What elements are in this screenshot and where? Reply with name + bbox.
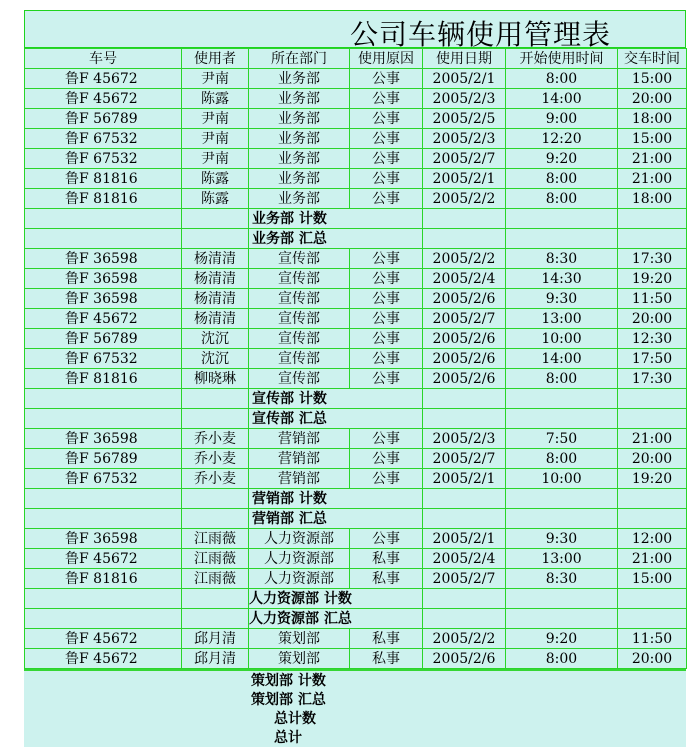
cell-car[interactable]: 鲁F 45672: [25, 629, 182, 649]
cell-date[interactable]: 2005/2/3: [423, 429, 506, 449]
cell-user[interactable]: 乔小麦: [182, 469, 249, 489]
subtotal-label[interactable]: 业务部 汇总: [249, 229, 423, 249]
cell-user[interactable]: 杨清清: [182, 249, 249, 269]
table-row: [25, 449, 687, 469]
cell-reason[interactable]: 公事: [350, 369, 423, 389]
cell-end[interactable]: 21:00: [618, 169, 687, 189]
cell-date[interactable]: 2005/2/3: [423, 129, 506, 149]
table-row: [25, 109, 687, 129]
summary-row: [24, 670, 686, 690]
cell-reason[interactable]: 公事: [350, 249, 423, 269]
header-end[interactable]: 交车时间: [618, 49, 687, 69]
cell-empty[interactable]: [25, 209, 182, 229]
cell-end[interactable]: 11:50: [618, 289, 687, 309]
table-row: [25, 69, 687, 89]
cell-reason[interactable]: 公事: [350, 69, 423, 89]
cell-car[interactable]: 鲁F 67532: [25, 469, 182, 489]
summary-label: 总计数: [248, 709, 422, 728]
cell-empty: [422, 690, 686, 709]
cell-end[interactable]: 18:00: [618, 189, 687, 209]
cell-dept[interactable]: 宣传部: [249, 309, 350, 329]
cell-user[interactable]: 尹南: [182, 129, 249, 149]
cell-reason[interactable]: 公事: [350, 309, 423, 329]
cell-car[interactable]: 鲁F 36598: [25, 249, 182, 269]
cell-date[interactable]: 2005/2/3: [423, 89, 506, 109]
cell-dept[interactable]: 宣传部: [249, 369, 350, 389]
cell-car[interactable]: 鲁F 36598: [25, 269, 182, 289]
cell-dept[interactable]: 营销部: [249, 429, 350, 449]
cell-empty[interactable]: [506, 489, 618, 509]
cell-empty: [422, 709, 686, 728]
cell-empty[interactable]: [25, 589, 182, 609]
subtotal-label[interactable]: 业务部 计数: [249, 209, 423, 229]
cell-reason[interactable]: 公事: [350, 109, 423, 129]
cell-empty[interactable]: [506, 509, 618, 529]
cell-empty[interactable]: [506, 609, 618, 629]
subtotal-label[interactable]: 营销部 计数: [249, 489, 423, 509]
cell-empty[interactable]: [618, 589, 687, 609]
cell-start[interactable]: 8:30: [506, 249, 618, 269]
table-row: [25, 309, 687, 329]
cell-date[interactable]: 2005/2/7: [423, 309, 506, 329]
cell-dept[interactable]: 业务部: [249, 169, 350, 189]
cell-car[interactable]: 鲁F 56789: [25, 109, 182, 129]
cell-empty[interactable]: [182, 389, 249, 409]
cell-empty[interactable]: [618, 489, 687, 509]
cell-user[interactable]: 邱月清: [182, 629, 249, 649]
cell-car[interactable]: 鲁F 81816: [25, 189, 182, 209]
cell-start[interactable]: 8:00: [506, 69, 618, 89]
summary-label: 策划部 汇总: [248, 690, 422, 709]
cell-user[interactable]: 杨清清: [182, 269, 249, 289]
cell-reason[interactable]: 公事: [350, 289, 423, 309]
cell-user[interactable]: 沈沉: [182, 349, 249, 369]
cell-end[interactable]: 15:00: [618, 569, 687, 589]
cell-car[interactable]: 鲁F 45672: [25, 549, 182, 569]
cell-dept[interactable]: 业务部: [249, 129, 350, 149]
table-row: [25, 649, 687, 669]
cell-empty[interactable]: [618, 609, 687, 629]
cell-car[interactable]: 鲁F 67532: [25, 149, 182, 169]
summary-row: [24, 690, 686, 709]
table-row: [25, 369, 687, 389]
cell-date[interactable]: 2005/2/2: [423, 189, 506, 209]
cell-dept[interactable]: 宣传部: [249, 329, 350, 349]
cell-date[interactable]: 2005/2/7: [423, 449, 506, 469]
subtotal-row: [25, 409, 687, 429]
cell-user[interactable]: 乔小麦: [182, 449, 249, 469]
subtotal-row: [25, 509, 687, 529]
cell-start[interactable]: 10:00: [506, 469, 618, 489]
cell-empty[interactable]: [182, 489, 249, 509]
cell-empty[interactable]: [618, 509, 687, 529]
cell-reason[interactable]: 公事: [350, 89, 423, 109]
vehicle-table: [24, 48, 687, 669]
table-row: [25, 149, 687, 169]
cell-dept[interactable]: 人力资源部: [249, 569, 350, 589]
cell-empty[interactable]: [506, 409, 618, 429]
cell-empty[interactable]: [423, 589, 506, 609]
subtotal-row: [25, 229, 687, 249]
cell-user[interactable]: 沈沉: [182, 329, 249, 349]
cell-reason[interactable]: 公事: [350, 189, 423, 209]
table-row: [25, 189, 687, 209]
table-row: [25, 249, 687, 269]
cell-dept[interactable]: 人力资源部: [249, 529, 350, 549]
table-row: [25, 349, 687, 369]
cell-dept[interactable]: 营销部: [249, 449, 350, 469]
cell-end[interactable]: 21:00: [618, 149, 687, 169]
cell-end[interactable]: 15:00: [618, 69, 687, 89]
cell-user[interactable]: 江雨薇: [182, 549, 249, 569]
subtotal-row: [25, 609, 687, 629]
cell-empty[interactable]: [618, 389, 687, 409]
header-user[interactable]: 使用者: [182, 49, 249, 69]
cell-dept[interactable]: 宣传部: [249, 289, 350, 309]
cell-user[interactable]: 江雨薇: [182, 569, 249, 589]
spreadsheet: [24, 10, 686, 747]
cell-empty: [422, 670, 686, 690]
cell-user[interactable]: 尹南: [182, 69, 249, 89]
cell-start[interactable]: 8:00: [506, 369, 618, 389]
cell-reason[interactable]: 公事: [350, 469, 423, 489]
cell-user[interactable]: 杨清清: [182, 309, 249, 329]
cell-empty[interactable]: [25, 229, 182, 249]
subtotal-label[interactable]: 宣传部 计数: [249, 389, 423, 409]
cell-car[interactable]: 鲁F 67532: [25, 129, 182, 149]
cell-empty[interactable]: [182, 609, 249, 629]
cell-user[interactable]: 陈露: [182, 89, 249, 109]
cell-end[interactable]: 21:00: [618, 549, 687, 569]
cell-empty[interactable]: [25, 409, 182, 429]
cell-user[interactable]: 陈露: [182, 169, 249, 189]
cell-start[interactable]: 8:00: [506, 449, 618, 469]
header-start[interactable]: 开始使用时间: [506, 49, 618, 69]
cell-end[interactable]: 18:00: [618, 109, 687, 129]
cell-start[interactable]: 13:00: [506, 549, 618, 569]
cell-empty[interactable]: [423, 409, 506, 429]
cell-user[interactable]: 陈露: [182, 189, 249, 209]
subtotal-row: [25, 389, 687, 409]
header-reason[interactable]: 使用原因: [350, 49, 423, 69]
cell-end[interactable]: 15:00: [618, 129, 687, 149]
cell-reason[interactable]: 私事: [350, 569, 423, 589]
cell-date[interactable]: 2005/2/4: [423, 269, 506, 289]
cell-empty: [422, 728, 686, 747]
cell-empty[interactable]: [423, 229, 506, 249]
cell-empty[interactable]: [423, 209, 506, 229]
cell-dept[interactable]: 宣传部: [249, 269, 350, 289]
table-row: [25, 169, 687, 189]
cell-user[interactable]: 乔小麦: [182, 429, 249, 449]
cell-date[interactable]: 2005/2/1: [423, 69, 506, 89]
cell-dept[interactable]: 人力资源部: [249, 549, 350, 569]
cell-end[interactable]: 20:00: [618, 449, 687, 469]
cell-end[interactable]: 11:50: [618, 629, 687, 649]
cell-start[interactable]: 8:00: [506, 649, 618, 669]
cell-end[interactable]: 21:00: [618, 429, 687, 449]
cell-car[interactable]: 鲁F 36598: [25, 429, 182, 449]
cell-car[interactable]: 鲁F 81816: [25, 369, 182, 389]
cell-end[interactable]: 20:00: [618, 309, 687, 329]
summary-label: 总计: [248, 728, 422, 747]
summary-row: [24, 728, 686, 747]
cell-start[interactable]: 10:00: [506, 329, 618, 349]
cell-car[interactable]: 鲁F 45672: [25, 89, 182, 109]
cell-start[interactable]: 9:20: [506, 629, 618, 649]
cell-car[interactable]: 鲁F 81816: [25, 569, 182, 589]
cell-reason[interactable]: 公事: [350, 449, 423, 469]
cell-date[interactable]: 2005/2/6: [423, 649, 506, 669]
cell-start[interactable]: 9:30: [506, 289, 618, 309]
cell-date[interactable]: 2005/2/4: [423, 549, 506, 569]
cell-empty[interactable]: [618, 229, 687, 249]
title-row: [24, 10, 686, 51]
subtotal-label[interactable]: 宣传部 汇总: [249, 409, 423, 429]
cell-user[interactable]: 柳晓琳: [182, 369, 249, 389]
cell-reason[interactable]: 公事: [350, 349, 423, 369]
table-row: [25, 269, 687, 289]
cell-dept[interactable]: 宣传部: [249, 349, 350, 369]
table-row: [25, 329, 687, 349]
header-date[interactable]: 使用日期: [423, 49, 506, 69]
header-dept[interactable]: 所在部门: [249, 49, 350, 69]
cell-end[interactable]: 17:50: [618, 349, 687, 369]
cell-end[interactable]: 19:20: [618, 269, 687, 289]
cell-empty[interactable]: [506, 389, 618, 409]
subtotal-label[interactable]: 营销部 汇总: [249, 509, 423, 529]
cell-car[interactable]: 鲁F 56789: [25, 329, 182, 349]
cell-user[interactable]: 杨清清: [182, 289, 249, 309]
cell-car[interactable]: 鲁F 67532: [25, 349, 182, 369]
cell-start[interactable]: 8:00: [506, 189, 618, 209]
cell-date[interactable]: 2005/2/2: [423, 249, 506, 269]
cell-date[interactable]: 2005/2/6: [423, 329, 506, 349]
cell-car[interactable]: 鲁F 36598: [25, 529, 182, 549]
cell-date[interactable]: 2005/2/1: [423, 469, 506, 489]
table-row: [25, 129, 687, 149]
cell-end[interactable]: 12:00: [618, 529, 687, 549]
table-row: [25, 629, 687, 649]
header-car[interactable]: 车号: [25, 49, 182, 69]
cell-empty[interactable]: [423, 389, 506, 409]
cell-dept[interactable]: 业务部: [249, 149, 350, 169]
cell-date[interactable]: 2005/2/6: [423, 349, 506, 369]
cell-empty: [24, 670, 248, 690]
cell-car[interactable]: 鲁F 45672: [25, 69, 182, 89]
cell-end[interactable]: 17:30: [618, 369, 687, 389]
cell-reason[interactable]: 私事: [350, 629, 423, 649]
cell-date[interactable]: 2005/2/6: [423, 369, 506, 389]
cell-empty[interactable]: [25, 509, 182, 529]
cell-end[interactable]: 20:00: [618, 89, 687, 109]
subtotal-label[interactable]: 人力资源部 汇总: [249, 609, 423, 629]
cell-date[interactable]: 2005/2/6: [423, 289, 506, 309]
cell-date[interactable]: 2005/2/7: [423, 149, 506, 169]
subtotal-label[interactable]: 人力资源部 计数: [249, 589, 423, 609]
cell-dept[interactable]: 业务部: [249, 189, 350, 209]
cell-empty[interactable]: [25, 389, 182, 409]
subtotal-row: [25, 589, 687, 609]
cell-start[interactable]: 8:30: [506, 569, 618, 589]
cell-start[interactable]: 14:30: [506, 269, 618, 289]
cell-dept[interactable]: 业务部: [249, 69, 350, 89]
cell-end[interactable]: 17:30: [618, 249, 687, 269]
table-row: [25, 289, 687, 309]
cell-empty[interactable]: [506, 589, 618, 609]
cell-start[interactable]: 14:00: [506, 89, 618, 109]
cell-dept[interactable]: 策划部: [249, 649, 350, 669]
cell-date[interactable]: 2005/2/1: [423, 169, 506, 189]
cell-reason[interactable]: 公事: [350, 329, 423, 349]
subtotal-row: [25, 209, 687, 229]
cell-start[interactable]: 12:20: [506, 129, 618, 149]
cell-start[interactable]: 8:00: [506, 169, 618, 189]
cell-empty[interactable]: [182, 509, 249, 529]
cell-start[interactable]: 14:00: [506, 349, 618, 369]
cell-empty[interactable]: [182, 589, 249, 609]
table-row: [25, 429, 687, 449]
cell-empty[interactable]: [423, 609, 506, 629]
cell-empty: [24, 728, 248, 747]
cell-empty: [24, 709, 248, 728]
cell-start[interactable]: 13:00: [506, 309, 618, 329]
table-row: [25, 89, 687, 109]
cell-end[interactable]: 20:00: [618, 649, 687, 669]
cell-empty[interactable]: [423, 489, 506, 509]
cell-dept[interactable]: 业务部: [249, 109, 350, 129]
cell-date[interactable]: 2005/2/1: [423, 529, 506, 549]
cell-car[interactable]: 鲁F 56789: [25, 449, 182, 469]
cell-reason[interactable]: 公事: [350, 129, 423, 149]
cell-reason[interactable]: 公事: [350, 269, 423, 289]
cell-empty[interactable]: [182, 409, 249, 429]
cell-empty: [24, 690, 248, 709]
cell-empty[interactable]: [618, 409, 687, 429]
cell-empty[interactable]: [182, 209, 249, 229]
cell-reason[interactable]: 公事: [350, 529, 423, 549]
table-row: [25, 469, 687, 489]
summary-row: [24, 709, 686, 728]
cell-user[interactable]: 邱月清: [182, 649, 249, 669]
table-row: [25, 529, 687, 549]
sheet-title: 公司车辆使用管理表: [350, 18, 612, 51]
cell-reason[interactable]: 公事: [350, 169, 423, 189]
subtotal-row: [25, 489, 687, 509]
cell-car[interactable]: 鲁F 81816: [25, 169, 182, 189]
cell-end[interactable]: 19:20: [618, 469, 687, 489]
cell-car[interactable]: 鲁F 45672: [25, 649, 182, 669]
cell-reason[interactable]: 公事: [350, 149, 423, 169]
cell-reason[interactable]: 私事: [350, 549, 423, 569]
cell-user[interactable]: 江雨薇: [182, 529, 249, 549]
cell-empty[interactable]: [423, 509, 506, 529]
cell-reason[interactable]: 公事: [350, 429, 423, 449]
cell-empty[interactable]: [25, 489, 182, 509]
cell-start[interactable]: 7:50: [506, 429, 618, 449]
cell-reason[interactable]: 私事: [350, 649, 423, 669]
tail-rows: [24, 669, 686, 747]
cell-empty[interactable]: [25, 609, 182, 629]
cell-start[interactable]: 9:20: [506, 149, 618, 169]
cell-car[interactable]: 鲁F 36598: [25, 289, 182, 309]
cell-date[interactable]: 2005/2/2: [423, 629, 506, 649]
cell-user[interactable]: 尹南: [182, 109, 249, 129]
cell-dept[interactable]: 营销部: [249, 469, 350, 489]
cell-empty[interactable]: [506, 229, 618, 249]
cell-empty[interactable]: [506, 209, 618, 229]
cell-end[interactable]: 12:30: [618, 329, 687, 349]
cell-car[interactable]: 鲁F 45672: [25, 309, 182, 329]
table-row: [25, 569, 687, 589]
cell-dept[interactable]: 策划部: [249, 629, 350, 649]
cell-dept[interactable]: 业务部: [249, 89, 350, 109]
cell-dept[interactable]: 宣传部: [249, 249, 350, 269]
cell-empty[interactable]: [618, 209, 687, 229]
cell-user[interactable]: 尹南: [182, 149, 249, 169]
cell-start[interactable]: 9:00: [506, 109, 618, 129]
cell-empty[interactable]: [182, 229, 249, 249]
cell-start[interactable]: 9:30: [506, 529, 618, 549]
table-row: [25, 549, 687, 569]
cell-date[interactable]: 2005/2/7: [423, 569, 506, 589]
summary-label: 策划部 计数: [248, 670, 422, 690]
cell-date[interactable]: 2005/2/5: [423, 109, 506, 129]
